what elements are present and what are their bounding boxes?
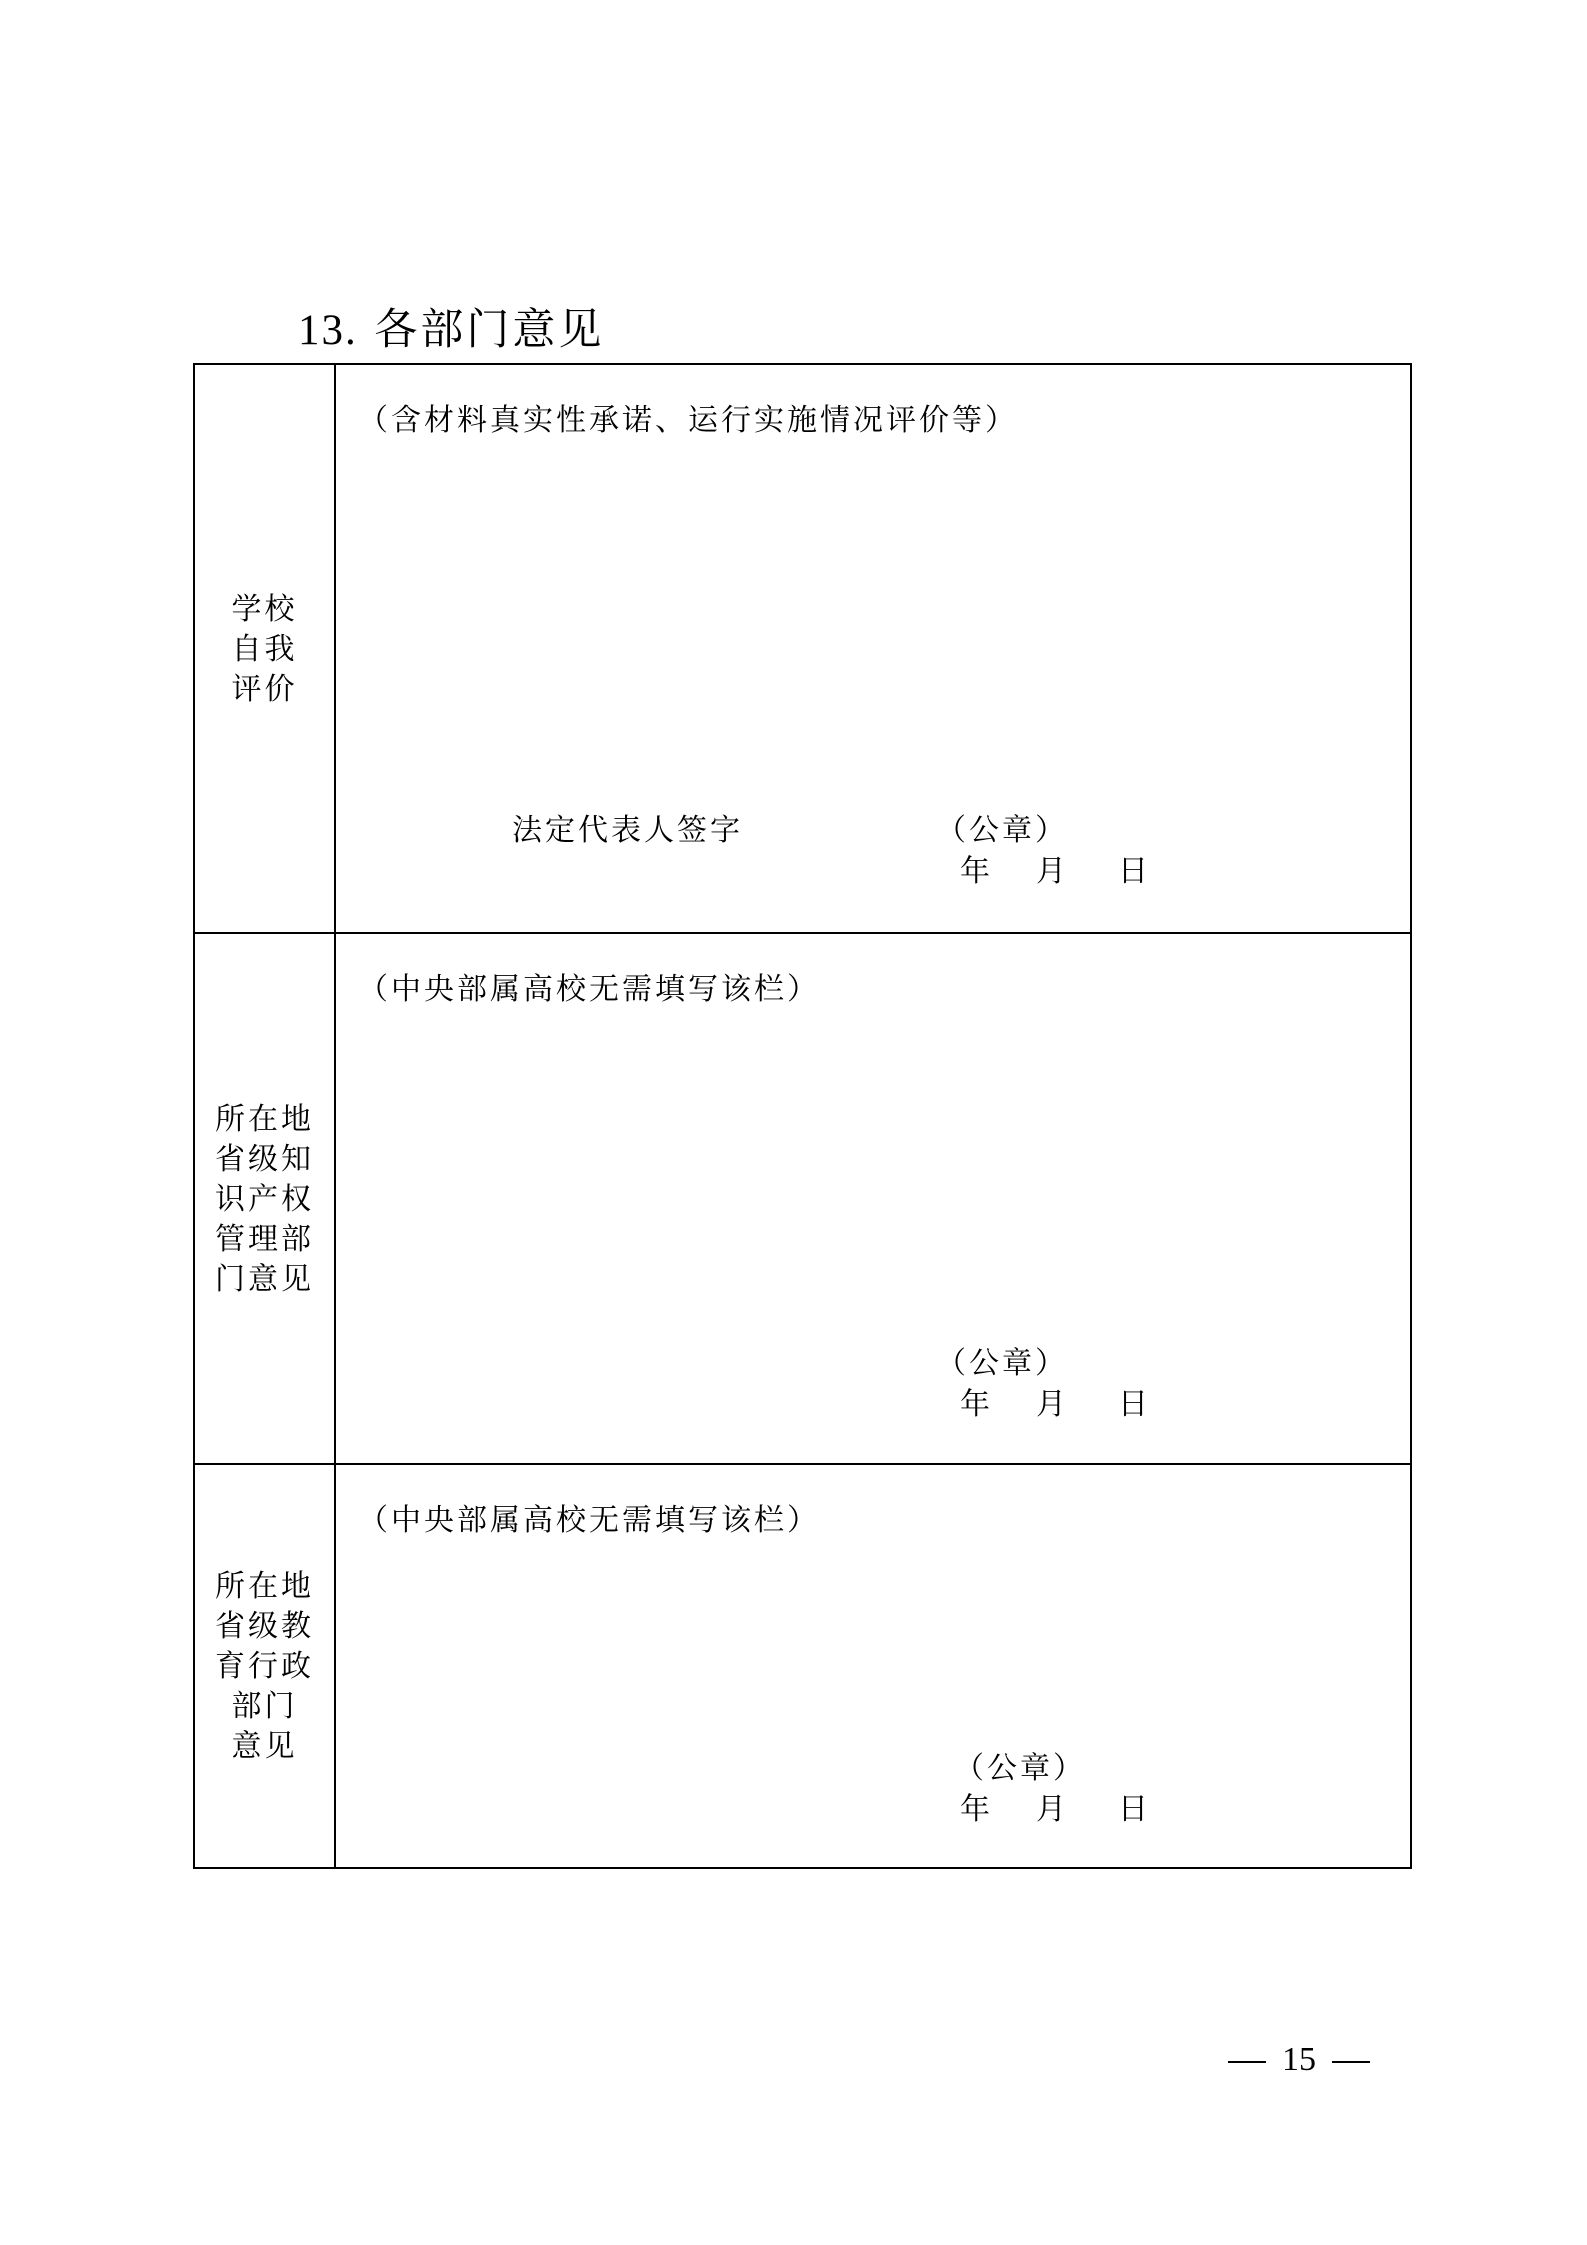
row-note: （中央部属高校无需填写该栏） — [358, 972, 820, 1007]
row-label-line: 学校 — [231, 591, 298, 627]
row-label-line: 管理部 — [215, 1221, 314, 1257]
date-line — [960, 1385, 1148, 1425]
official-seal-label: （公章） — [936, 1346, 1068, 1381]
table-row-school-self-evaluation — [195, 365, 1410, 934]
row-label-line: 育行政 — [215, 1649, 314, 1684]
row-label — [215, 1567, 314, 1767]
row-label — [215, 1100, 314, 1300]
date-line — [960, 1790, 1148, 1830]
official-seal-label: （公章） — [954, 1751, 1086, 1786]
legal-representative-signature-label: 法定代表人签字 — [512, 813, 743, 848]
page-number-dash — [1228, 2061, 1266, 2063]
table-row-provincial-education-office — [195, 1463, 1410, 1869]
date-month: 月 — [1036, 1387, 1066, 1422]
row-label-line: 识产权 — [215, 1181, 314, 1217]
row-label-line: 所在地 — [215, 1101, 314, 1137]
date-day: 日 — [1118, 1387, 1148, 1422]
row-label-line: 门意见 — [215, 1261, 314, 1297]
row-label-cell — [195, 1465, 336, 1869]
row-label-line: 所在地 — [215, 1569, 314, 1604]
row-label-cell — [195, 365, 336, 934]
opinion-entry-area[interactable] — [336, 1465, 1410, 1869]
row-label-line: 自我 — [231, 631, 298, 667]
table-row-provincial-ip-office — [195, 932, 1410, 1465]
page-number-value: 15 — [1282, 2041, 1316, 2078]
page-number — [1228, 2038, 1370, 2082]
date-day: 日 — [1118, 854, 1148, 889]
row-label-line: 省级知 — [215, 1141, 314, 1177]
date-line — [960, 852, 1148, 892]
date-month: 月 — [1036, 854, 1066, 889]
date-month: 月 — [1036, 1792, 1066, 1827]
official-seal-label: （公章） — [936, 813, 1068, 848]
row-label-line: 省级教 — [215, 1609, 314, 1644]
opinions-table — [193, 363, 1412, 1869]
opinion-entry-area[interactable] — [336, 934, 1410, 1465]
section-title — [298, 302, 604, 359]
date-day: 日 — [1118, 1792, 1148, 1827]
section-title-text: 各部门意见 — [374, 305, 605, 355]
row-label-cell — [195, 934, 336, 1465]
opinion-entry-area[interactable] — [336, 365, 1410, 934]
date-year: 年 — [960, 1792, 990, 1827]
row-label-line: 部门 — [231, 1689, 298, 1724]
section-number: 13. — [298, 307, 358, 354]
row-label — [232, 590, 298, 710]
date-year: 年 — [960, 854, 990, 889]
row-note: （中央部属高校无需填写该栏） — [358, 1503, 820, 1538]
page-number-dash — [1332, 2061, 1370, 2063]
row-note: （含材料真实性承诺、运行实施情况评价等） — [358, 403, 1018, 438]
row-label-line: 评价 — [231, 671, 298, 707]
date-year: 年 — [960, 1387, 990, 1422]
row-label-line: 意见 — [231, 1729, 298, 1764]
